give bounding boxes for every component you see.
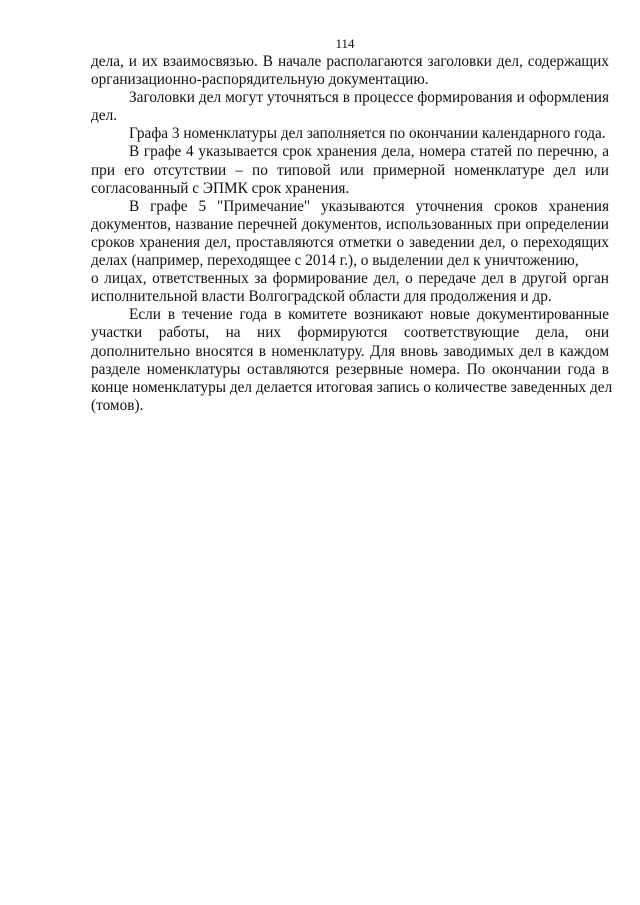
paragraph: [91, 89, 609, 125]
body-text: [91, 53, 613, 415]
text-line: (томов).: [91, 396, 144, 414]
text-line: участки работы, на них формируются соответствующие дела, они: [91, 324, 609, 342]
text-line: исполнительной власти Волгоградской области для продолжения и др.: [91, 288, 552, 306]
text-line: разделе номенклатуры оставляются резервные номера. По окончании года в: [91, 360, 609, 378]
text-line: о лицах, ответственных за формирование дел, о передаче дел в другой орган: [91, 270, 609, 288]
text-line: при его отсутствии – по типовой или примерной номенклатуре дел или: [91, 161, 609, 179]
text-line: сроков хранения дел, проставляются отметки о заведении дел, о переходящих: [91, 233, 609, 251]
paragraph: [91, 125, 609, 143]
text-line: согласованный с ЭПМК срок хранения.: [91, 179, 350, 197]
text-line: делах (например, переходящее с 2014 г.), о выделении дел к уничтожению,: [91, 252, 579, 270]
text-line: конце номенклатуры дел делается итоговая запись о количестве заведенных дел: [91, 378, 613, 396]
page-number: 114: [335, 36, 355, 51]
paragraph: [91, 306, 613, 415]
text-line: дел.: [91, 107, 118, 125]
text-line: Если в течение года в комитете возникают новые документированные: [129, 306, 609, 324]
paragraph: [91, 53, 609, 89]
paragraph: [91, 143, 609, 197]
text-line: В графе 5 "Примечание" указываются уточнения сроков хранения: [129, 197, 609, 215]
text-line: Графа 3 номенклатуры дел заполняется по окончании календарного года.: [129, 125, 606, 143]
text-line: В графе 4 указывается срок хранения дела, номера статей по перечню, а: [129, 143, 609, 161]
text-line: организационно-распорядительную документацию.: [91, 71, 429, 89]
text-line: документов, название перечней документов, использованных при определении: [91, 215, 609, 233]
text-line: дела, и их взаимосвязью. В начале располагаются заголовки дел, содержащих: [91, 53, 609, 70]
text-line: дополнительно вносятся в номенклатуру. Для вновь заводимых дел в каждом: [91, 342, 609, 360]
paragraph: [91, 198, 609, 307]
text-line: Заголовки дел могут уточняться в процессе формирования и оформления: [129, 89, 609, 107]
